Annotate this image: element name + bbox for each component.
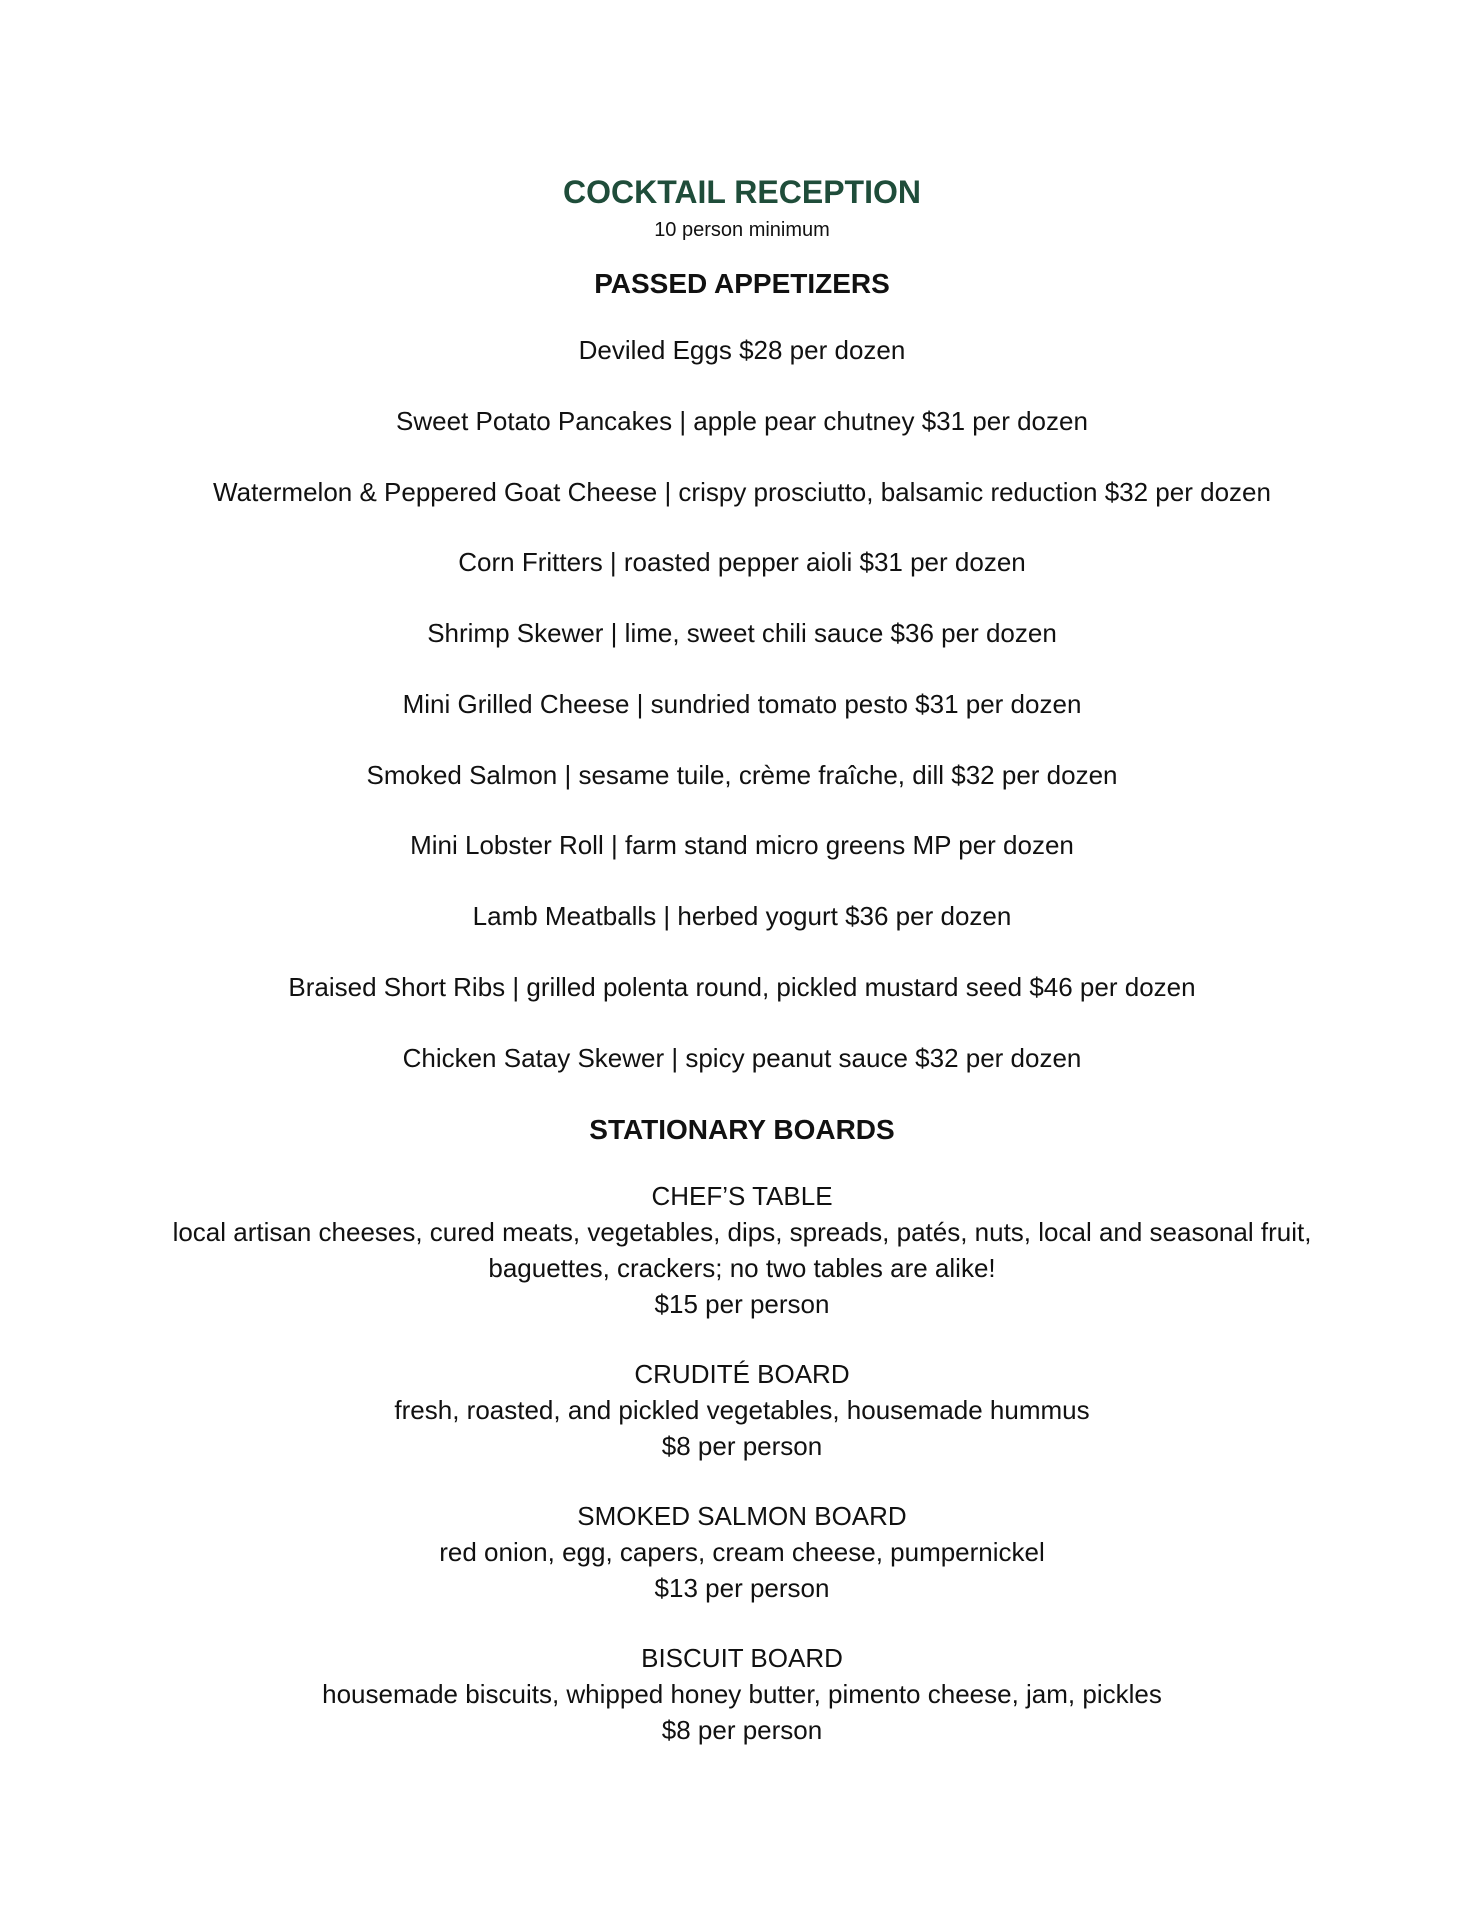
appetizer-item: Corn Fritters | roasted pepper aioli $31 per dozen [458, 547, 1026, 577]
appetizer-item: Smoked Salmon | sesame tuile, crème fraîche, dill $32 per dozen [366, 760, 1118, 790]
appetizer-item: Lamb Meatballs | herbed yogurt $36 per dozen [472, 901, 1012, 931]
board-name-biscuit: BISCUIT BOARD [641, 1643, 843, 1673]
board-description: baguettes, crackers; no two tables are alike! [488, 1253, 996, 1283]
section-heading-passed-appetizers: PASSED APPETIZERS [594, 268, 890, 299]
board-name-smoked-salmon: SMOKED SALMON BOARD [577, 1501, 907, 1531]
page-title: COCKTAIL RECEPTION [563, 174, 921, 210]
appetizer-item: Mini Lobster Roll | farm stand micro greens MP per dozen [410, 830, 1074, 860]
board-description: fresh, roasted, and pickled vegetables, housemade hummus [394, 1395, 1090, 1425]
board-name-crudite: CRUDITÉ BOARD [634, 1359, 850, 1389]
board-description: local artisan cheeses, cured meats, vegetables, dips, spreads, patés, nuts, local and seasonal fruit, [172, 1217, 1312, 1247]
board-price: $15 per person [654, 1289, 830, 1319]
appetizer-item: Deviled Eggs $28 per dozen [578, 335, 906, 365]
board-description: red onion, egg, capers, cream cheese, pumpernickel [439, 1537, 1045, 1567]
section-heading-stationary-boards: STATIONARY BOARDS [589, 1114, 895, 1145]
appetizer-item: Chicken Satay Skewer | spicy peanut sauce $32 per dozen [402, 1043, 1082, 1073]
board-description: housemade biscuits, whipped honey butter, pimento cheese, jam, pickles [322, 1679, 1162, 1709]
page-subtitle: 10 person minimum [654, 219, 830, 241]
appetizer-item: Sweet Potato Pancakes | apple pear chutney $31 per dozen [396, 406, 1088, 436]
board-price: $13 per person [654, 1573, 830, 1603]
appetizer-item: Mini Grilled Cheese | sundried tomato pesto $31 per dozen [402, 689, 1082, 719]
board-name-chefs-table: CHEF’S TABLE [651, 1181, 833, 1211]
appetizer-item: Braised Short Ribs | grilled polenta round, pickled mustard seed $46 per dozen [288, 972, 1196, 1002]
appetizer-item: Shrimp Skewer | lime, sweet chili sauce $36 per dozen [427, 618, 1057, 648]
board-price: $8 per person [661, 1431, 823, 1461]
appetizer-item: Watermelon & Peppered Goat Cheese | crispy prosciutto, balsamic reduction $32 per dozen [213, 477, 1271, 507]
board-price: $8 per person [661, 1715, 823, 1745]
